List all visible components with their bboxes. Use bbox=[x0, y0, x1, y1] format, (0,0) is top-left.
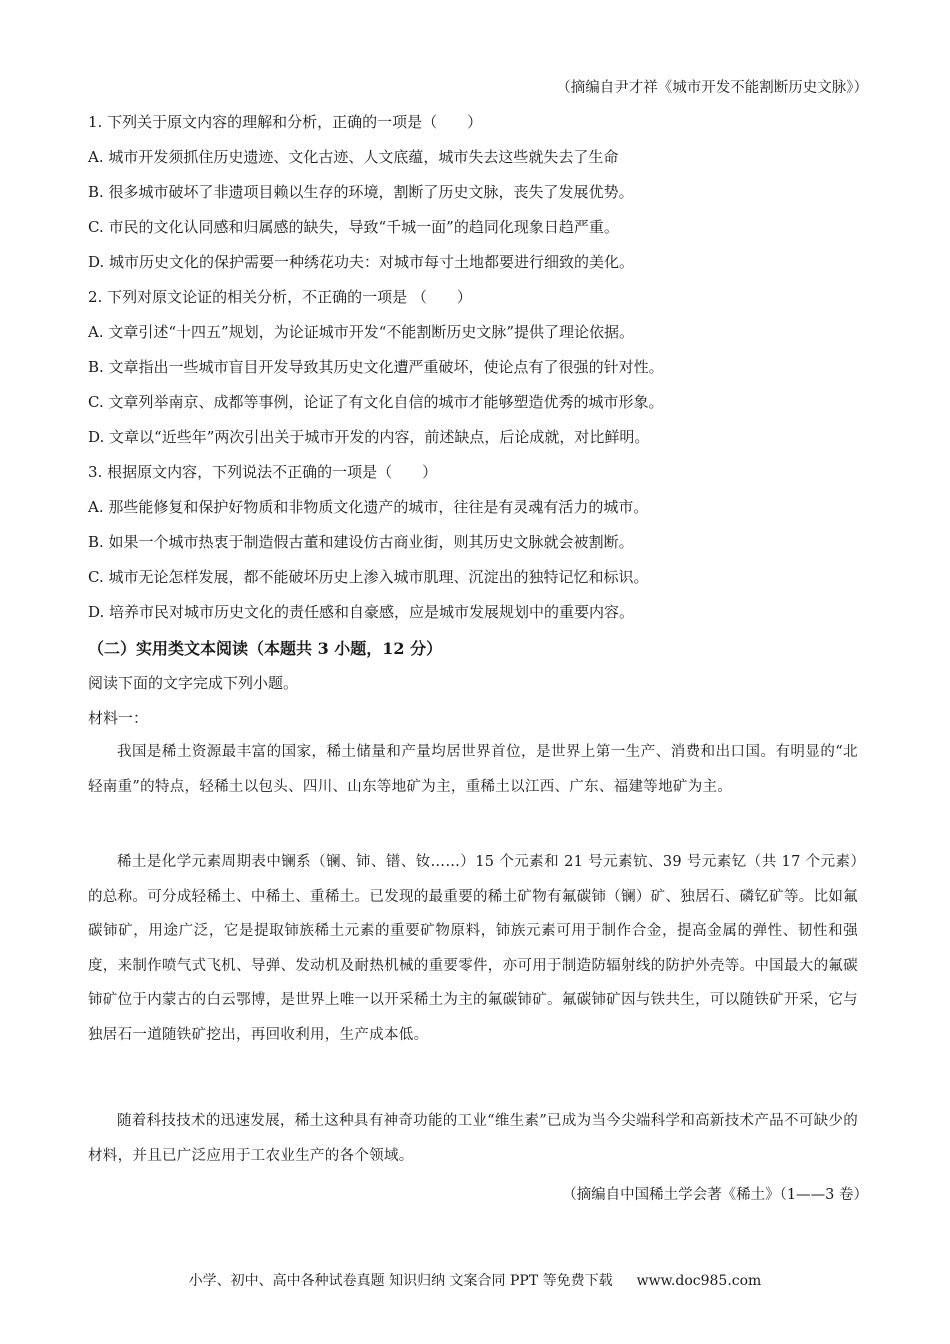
instruction-text: 阅读下面的文字完成下列小题。 bbox=[88, 674, 299, 692]
question-1-option-a: A. 城市开发须抓住历史遗迹、文化古迹、人文底蕴，城市失去这些就失去了生命 bbox=[88, 148, 619, 166]
footer-text: 小学、初中、高中各种试卷真题 知识归纳 文案合同 PPT 等免费下载 bbox=[188, 1273, 613, 1289]
question-3-option-b: B. 如果一个城市热衷于制造假古董和建设仿古商业街，则其历史文脉就会被割断。 bbox=[88, 533, 634, 551]
question-3-stem: 3. 根据原文内容，下列说法不正确的一项是（ ） bbox=[88, 463, 438, 481]
question-1-stem: 1. 下列关于原文内容的理解和分析，正确的一项是（ ） bbox=[88, 113, 483, 131]
question-3-option-a: A. 那些能修复和保护好物质和非物质文化遗产的城市，往往是有灵魂有活力的城市。 bbox=[88, 498, 649, 516]
question-2-stem: 2. 下列对原文论证的相关分析，不正确的一项是 （ ） bbox=[88, 288, 472, 306]
footer-link[interactable]: www.doc985.com bbox=[636, 1273, 762, 1289]
question-2-option-a: A. 文章引述“十四五”规划，为论证城市开发“不能割断历史文脉”提供了理论依据。 bbox=[88, 323, 635, 341]
question-1-option-c: C. 市民的文化认同感和归属感的缺失，导致“千城一面”的趋同化现象日趋严重。 bbox=[88, 218, 619, 236]
material-paragraph-3: 随着科技技术的迅速发展，稀土这种具有神奇功能的工业“维生素”已成为当今尖端科学和高新技术产品不可缺少的材料，并且已广泛应用于工农业生产的各个领域。 bbox=[88, 1113, 858, 1164]
material-paragraph-1: 我国是稀土资源最丰富的国家，稀土储量和产量均居世界首位，是世界上第一生产、消费和出口国。有明显的“北轻南重”的特点，轻稀土以包头、四川、山东等地矿为主，重稀土以江西、广东、福建等地矿为主。 bbox=[88, 744, 858, 795]
question-1-option-b: B. 很多城市破坏了非遗项目赖以生存的环境，割断了历史文脉，丧失了发展优势。 bbox=[88, 183, 634, 201]
material-label: 材料一： bbox=[88, 709, 149, 727]
material-paragraph-2: 稀土是化学元素周期表中镧系（镧、铈、镨、钕……）15 个元素和 21 号元素钪、39 号元素钇（共 17 个元素）的总称。可分成轻稀土、中稀土、重稀土。已发现的最重要的稀土矿物有氟碳铈（镧）矿、独居石、磷钇矿等。比如氟碳铈矿，用途广泛，它是提取铈族稀土元素的重要矿物原料，铈族元素可用于制作合金，提高金属的弹性、韧性和强度，来制作喷气式飞机、导弹、发动机及耐热机械的重要零件，亦可用于制造防辐射线的防护外壳等。中国最大的氟碳铈矿位于内蒙古的白云鄂博，是世界上唯一以开采稀土为主的氟碳铈矿。氟碳铈矿因与铁共生，可以随铁矿开采，它与独居石一道随铁矿挖出，再回收利用，生产成本低。 bbox=[88, 854, 858, 1043]
question-2-option-d: D. 文章以“近些年”两次引出关于城市开发的内容，前述缺点，后论成就，对比鲜明。 bbox=[88, 428, 650, 446]
section-title: （二）实用类文本阅读（本题共 3 小题，12 分） bbox=[88, 639, 443, 658]
question-3-option-d: D. 培养市民对城市历史文化的责任感和自豪感，应是城市发展规划中的重要内容。 bbox=[88, 603, 635, 621]
source-citation-top: （摘编自尹才祥《城市开发不能割断历史文脉》） bbox=[556, 80, 868, 96]
question-2-option-b: B. 文章指出一些城市盲目开发导致其历史文化遭严重破坏，使论点有了很强的针对性。 bbox=[88, 358, 664, 376]
question-2-option-c: C. 文章列举南京、成都等事例，论证了有文化自信的城市才能够塑造优秀的城市形象。 bbox=[88, 393, 664, 411]
question-3-option-c: C. 城市无论怎样发展，都不能破坏历史上渗入城市肌理、沉淀出的独特记忆和标识。 bbox=[88, 568, 649, 586]
source-citation-bottom: （摘编自中国稀土学会著《稀土》（1——3 卷） bbox=[562, 1187, 868, 1203]
footer-ad bbox=[0, 1270, 950, 1290]
question-1-option-d: D. 城市历史文化的保护需要一种绣花功夫：对城市每寸土地都要进行细致的美化。 bbox=[88, 253, 635, 271]
